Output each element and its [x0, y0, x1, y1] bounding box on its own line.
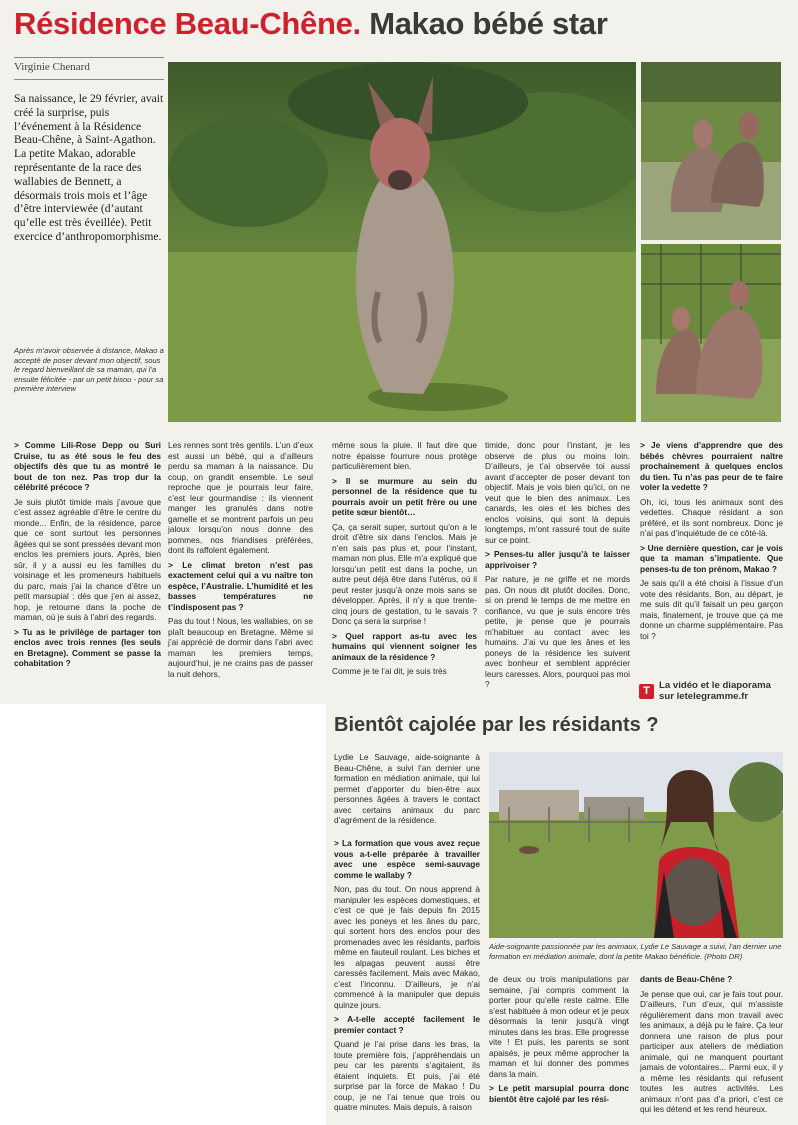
lead-paragraph: Sa naissance, le 29 février, avait créé la surprise, puis l’événement à la Résidence Beau-Chêne, à Saint-Agathon. La petite Makao, adorable représentante de la race des wallabies de Bennett, a désormais trois mois et l’âge d’être interviewée (d’autant qu’elle est très éveillée). Petit exercice d’anthropomorphisme. — [14, 92, 164, 243]
col2-question-2: > Le climat breton n’est pas exactement celui qui a vu naître ton espèce, l’Australie. L’humidité et les basses températures ne t’indisposent pas ? — [168, 559, 313, 612]
col3-answer-1: même sous la pluie. Il faut dire que notre épaisse fourrure nous protège particulièrement bien. — [332, 440, 477, 471]
sub-right-question-1: dants de Beau-Chêne ? — [640, 974, 733, 984]
column-4 — [485, 440, 630, 694]
col1-question-1: > Comme Lili-Rose Depp ou Suri Cruise, tu as été sous le feu des objectifs dès que tu as montré le bout de ton nez. Pas trop dur la célébrité précoce ? — [14, 440, 161, 492]
col3-answer-2: Ça, ça serait super, surtout qu’on a le droit d’être six dans l’enclos. Mais je n’en sais pas plus et, pour l’instant, maman non plus. Elle m’a expliqué que lorsqu’un petit est dans la poche, un autre peut déjà être dans l’utérus, où il peut rester jusqu’à onze mois sans se développer. Après, il n’y a que trente-cinq jours de gestation, tu le savais ? Donc ça sera la surprise ! — [332, 521, 477, 626]
headline — [14, 6, 608, 42]
side-photo-bottom — [641, 244, 781, 422]
side-photo-top — [641, 62, 781, 240]
sub-article-title: Bientôt cajolée par les résidants ? — [334, 714, 659, 736]
column-5 — [640, 440, 783, 645]
col5-answer-1: Oh, ici, tous les animaux sont des vedettes. Chaque résidant a son préféré, et ils sont nombreux. Donc je n’ai pas d’inquiétude de ce côté-là. — [640, 496, 783, 538]
column-2 — [168, 440, 313, 683]
sub-column-mid — [489, 974, 629, 1108]
sub-article-intro — [334, 752, 480, 830]
telegramme-logo-icon: T — [639, 684, 654, 699]
sub-mid-answer-1: de deux ou trois manipulations par semaine, j’ai compris comment la porter pour qu’elle reste calme. Elle s’est habituée à mon odeur et je peux désormais la tenir jusqu’à vingt minutes dans les bras. Elle progresse vite ! Et puis, les parents se sont apaisés, je peux même approcher la maman et lui donner des pommes dans la main. — [489, 974, 629, 1079]
col3-question-2: > Il se murmure au sein du personnel de la résidence que tu pourrais avoir un petit frère ou une petite sœur bientôt… — [332, 475, 477, 517]
col1-question-2: > Tu as le privilège de partager ton enclos avec trois rennes (les seuls en Bretagne). Comment se passe la cohabitation ? — [14, 626, 161, 668]
headline-red: Résidence Beau-Chêne. — [14, 6, 361, 41]
video-promo-text[interactable]: La vidéo et le diaporama sur letelegramme.fr — [659, 680, 771, 702]
sub-column-right — [640, 974, 783, 1119]
col4-answer-2: Par nature, je ne griffe et ne mords pas. On nous dit plutôt dociles. Donc, si on prend le temps de me mettre en confiance, vu que je suis encore très petite, je pense que je pourrais m’habituer au contact avec les humains. J’ai vu que les ânes et les poneys de la résidence les suivent avec bonheur et semblent apprécier leurs caresses. Alors, pourquoi pas moi ? — [485, 574, 630, 689]
sub-left-answer-2: Quand je l’ai prise dans les bras, la toute première fois, j’appréhendais un peu car les parents s’agitaient, ils étaient inquiets. Et puis, j’ai été surprise par la force de Makao ! Du coup, je ne l’ai tenue que trois ou quatre minutes. Mais depuis, à raison — [334, 1039, 480, 1112]
sub-intro-text: Lydie Le Sauvage, aide-soignante à Beau-Chêne, a suivi l’an dernier une formation en médiation animale, qui lui permet d’apporter du bien-être aux personnes âgées à travers le contact avec certains animaux du parc d’agrément de la résidence. — [334, 752, 480, 825]
lydie-photo-caption: Aide-soignante passionnée par les animaux, Lydie Le Sauvage a suivi, l’an dernier une formation en médiation animale, dont la petite Makao bénéficie. (Photo DR) — [489, 942, 782, 961]
main-photo-caption: Après m’avoir observée à distance, Makao a accepté de poser devant mon objectif, sous le regard bienveillant de sa maman, qui l’a ensuite félicitée - par un petit bisou - pour sa première interview — [14, 346, 164, 394]
sub-left-question-1: > La formation que vous avez reçue vous a-t-elle préparée à travailler avec une espèce semi-sauvage comme le wallaby ? — [334, 838, 480, 880]
col4-question-2: > Penses-tu aller jusqu’à te laisser apprivoiser ? — [485, 549, 630, 570]
author: Virginie Chenard — [14, 61, 90, 73]
col1-answer-1: Je suis plutôt timide mais j’avoue que c’est assez agréable d’être le centre du monde... Enfin, de la résidence, parce que ce sont surtout les personnes âgées qui se sont pressées devant mon enclos les premiers jours. Après, bien sûr, il y a aussi eu les familles du voisinage et les promeneurs habituels du parc, mais j’ai la chance d’être un petit marsupial : dès que j’en ai assez, hop, je retourne dans la poche de maman, où je suis à l’abri des regards. — [14, 496, 161, 622]
col5-answer-2: Je sais qu’il a été choisi à l’issue d’un vote des résidants. Bon, au départ, je me suis dit qu’il faisait un peu garçon mais, finalement, je trouve que ça me donne un charme supplémentaire. Pas toi ? — [640, 578, 783, 641]
author-bottom-rule — [14, 79, 164, 80]
col4-answer-1: timide, donc pour l’instant, je les observe de plus ou moins loin. D’ailleurs, je t’ai observée toi aussi avant d’accepter de poser devant ton objectif. Mais je vois bien qu’ici, on ne veut que le bien des animaux. Les canards, les oies et les biches des enclos voisins, qui sont là depuis longtemps, m’ont rassuré tout de suite sur ce point. — [485, 440, 630, 545]
main-photo-wallaby — [168, 62, 636, 422]
sub-left-question-2: > A-t-elle accepté facilement le premier contact ? — [334, 1014, 480, 1035]
col3-answer-3: Comme je te l’ai dit, je suis très — [332, 666, 447, 676]
column-1 — [14, 440, 161, 673]
author-top-rule — [14, 57, 164, 58]
lydie-photo — [489, 752, 783, 938]
col5-question-1: > Je viens d’apprendre que des bébés chèvres pourraient naître prochainement à quelques enclos du tien. Tu n’as pas peur de te faire voler la vedette ? — [640, 440, 783, 492]
sub-right-answer-1: Je pense que oui, car je fais tout pour. D’ailleurs, l’un d’eux, qui m’assiste régulièrement dans mon travail avec les animaux, a déjà pu le faire. Ça leur donnera une raison de plus pour participer aux ateliers de médiation animale, qui ne manquent pourtant jamais de volontaires... Parmi eux, il y a même les résidants qui refusent toutes les autres activités. Les animaux n’ont pas d’a priori, c’est ce qui les détend et les rend heureux. — [640, 988, 783, 1114]
col5-question-2: > Une dernière question, car je vois que ta maman s’impatiente. Que penses-tu de ton prénom, Makao ? — [640, 542, 783, 574]
headline-dark: Makao bébé star — [369, 6, 608, 41]
column-3 — [332, 440, 477, 681]
video-promo[interactable] — [639, 680, 789, 702]
col2-answer-1: Les rennes sont très gentils. L’un d’eux est aussi un bébé, qui a d’ailleurs perdu sa maman à la naissance. Du coup, on grandit ensemble. Le seul reproche que je pourrais leur faire, c’est leur gourmandise : ils viennent manger les granulés dans notre gamelle et se montrent parfois un peu jaloux lorsqu’on nous donne des pommes, nos friandises préférées, dont ils raffolent également. — [168, 440, 313, 555]
col3-question-3: > Quel rapport as-tu avec les humains qui viennent soigner les animaux de la résidence ? — [332, 630, 477, 662]
sub-mid-question-2: > Le petit marsupial pourra donc bientôt être cajolé par les rési- — [489, 1083, 629, 1104]
col2-answer-2: Pas du tout ! Nous, les wallabies, on se plaît beaucoup en Bretagne. Même si j’ai apprécié de dormir dans l’abri avec maman les premiers temps, aujourd’hui, je ne crains pas de passer la nuit dehors, — [168, 616, 313, 679]
sub-column-left — [334, 838, 480, 1117]
sub-left-answer-1: Non, pas du tout. On nous apprend à manipuler les espèces domestiques, et c’est ce que je fais depuis fin 2015 avec les poneys et les ânes du parc, qui sortent hors des enclos pour des promenades avec les résidants, parfois même en fauteuil roulant. Les biches et les alpagas peuvent aussi être caressés facilement. Mais avec Makao, c’est l’inconnu. D’ailleurs, je n’ai commencé à la manipuler que depuis quinze jours. — [334, 884, 480, 1010]
